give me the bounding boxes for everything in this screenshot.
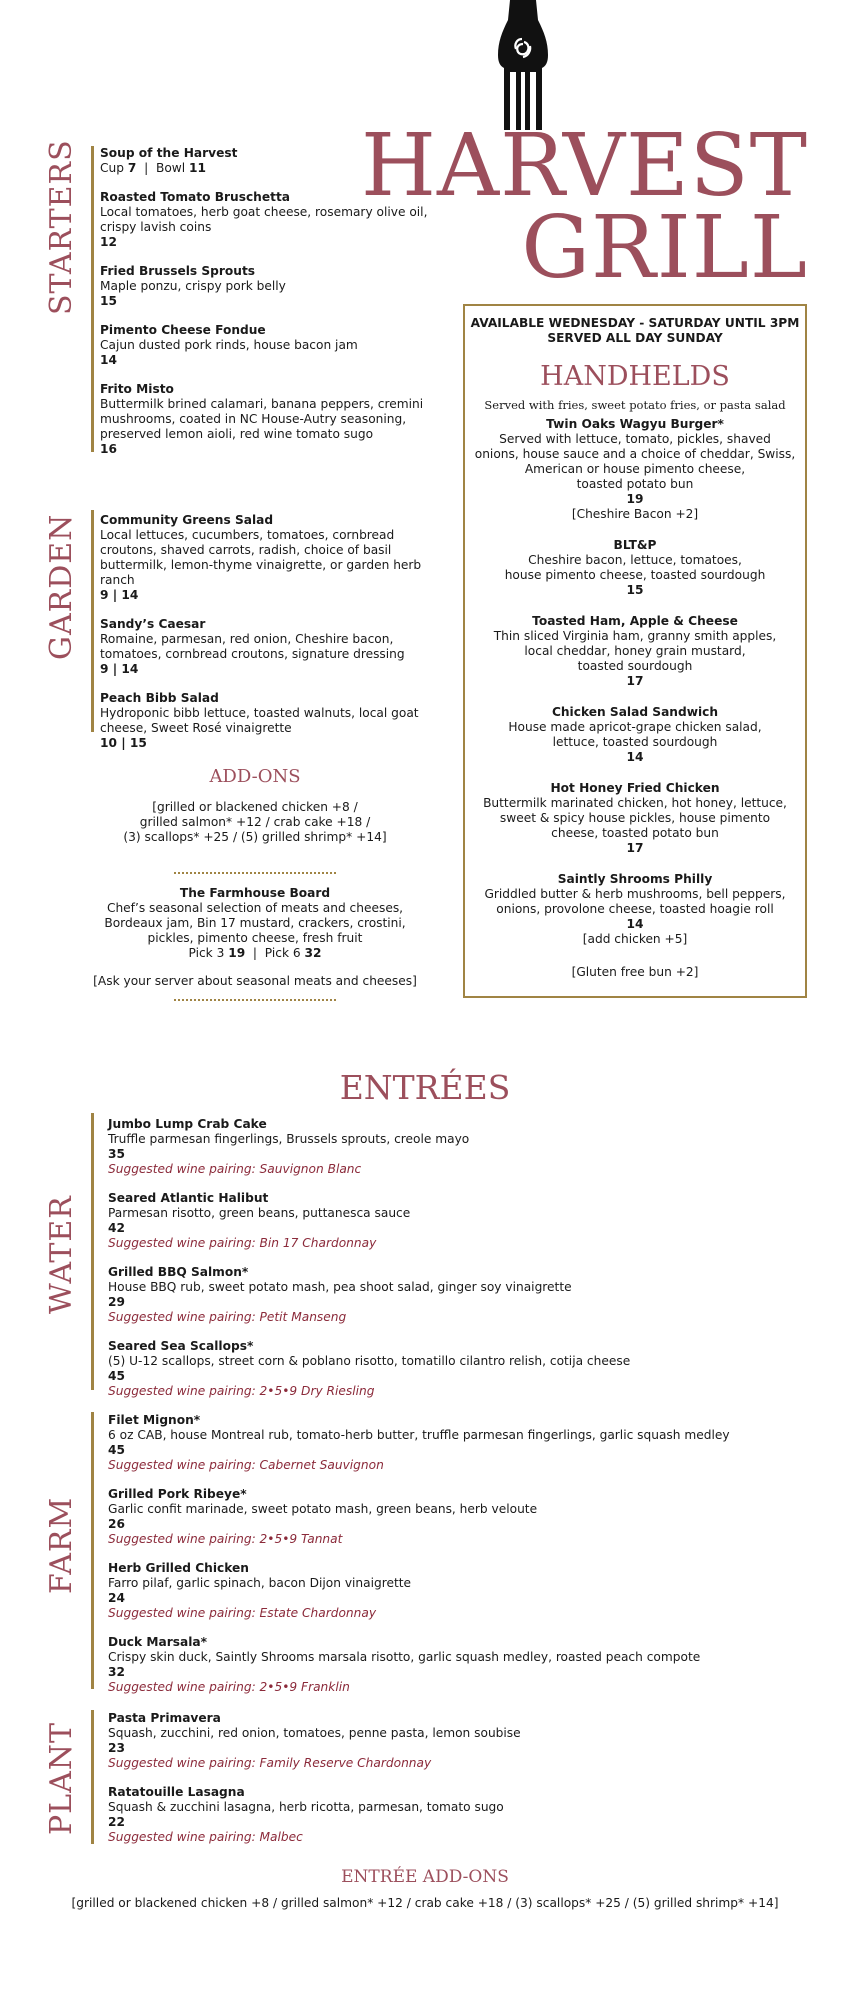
water-divider (91, 1113, 94, 1390)
wine-pairing: Suggested wine pairing: Family Reserve Chardonnay (108, 1756, 432, 1770)
item-desc: sweet & spicy house pickles, house pimento (499, 811, 771, 825)
wine-pairing: Suggested wine pairing: Petit Manseng (108, 1310, 347, 1324)
item-desc: toasted potato bun (576, 477, 694, 491)
garden-item (100, 513, 450, 603)
item-name: Hot Honey Fried Chicken (550, 781, 720, 795)
item-extra: [add chicken +5] (582, 932, 688, 946)
item-price: 15 (626, 583, 644, 597)
item-price: 12 (100, 235, 117, 249)
entree-addons-heading: ENTRÉE ADD-ONS (341, 1867, 509, 1887)
wine-pairing: Suggested wine pairing: Cabernet Sauvignon (108, 1458, 384, 1472)
item-name: Grilled BBQ Salmon* (108, 1265, 249, 1279)
starter-item (100, 382, 445, 457)
item-price: 17 (626, 841, 644, 855)
item-name: Duck Marsala* (108, 1635, 207, 1649)
item-name: Roasted Tomato Bruschetta (100, 190, 290, 204)
addons-line: (3) scallops* +25 / (5) grilled shrimp* +14] (123, 830, 387, 844)
item-price: 35 (108, 1147, 125, 1161)
farmhouse-note: [Ask your server about seasonal meats and cheeses] (93, 974, 417, 988)
item-price: 17 (626, 674, 644, 688)
handhelds-subtitle: Served with fries, sweet potato fries, or pasta salad (484, 398, 786, 412)
brand-title-line1: HARVEST (361, 116, 808, 216)
entree-item (108, 1265, 808, 1325)
item-price: 19 (626, 492, 644, 506)
starters-divider (91, 146, 94, 452)
wine-pairing: Suggested wine pairing: Malbec (108, 1830, 303, 1844)
farmhouse-name: The Farmhouse Board (179, 886, 331, 900)
item-desc: House made apricot-grape chicken salad, (508, 720, 762, 734)
item-desc: cheese, toasted potato bun (551, 826, 719, 840)
item-price: 22 (108, 1815, 125, 1829)
wine-pairing: Suggested wine pairing: Bin 17 Chardonnay (108, 1236, 377, 1250)
item-desc: 6 oz CAB, house Montreal rub, tomato-herb butter, truffle parmesan fingerlings, garlic squash medley (108, 1428, 730, 1442)
item-name: Seared Atlantic Halibut (108, 1191, 269, 1205)
item-name: Jumbo Lump Crab Cake (108, 1117, 267, 1131)
farm-divider (91, 1412, 94, 1689)
entree-item (108, 1413, 808, 1473)
item-desc: Buttermilk marinated chicken, hot honey, lettuce, (483, 796, 787, 810)
entree-item (108, 1117, 808, 1177)
item-desc: Griddled butter & herb mushrooms, bell peppers, (484, 887, 786, 901)
farm-heading: FARM (44, 1496, 79, 1594)
item-name: Grilled Pork Ribeye* (108, 1487, 247, 1501)
item-name: Seared Sea Scallops* (108, 1339, 254, 1353)
item-price: 10 | 15 (100, 736, 147, 750)
item-desc: House BBQ rub, sweet potato mash, pea shoot salad, ginger soy vinaigrette (108, 1280, 572, 1294)
brand-title-line2: GRILL (521, 198, 808, 298)
handhelds-box (463, 304, 807, 998)
fork-logo-icon (492, 0, 554, 132)
item-desc: local cheddar, honey grain mustard, (524, 644, 746, 658)
item-price: 14 (100, 353, 117, 367)
availability-line: SERVED ALL DAY SUNDAY (547, 331, 723, 345)
item-name: Pasta Primavera (108, 1711, 221, 1725)
wine-pairing: Suggested wine pairing: Sauvignon Blanc (108, 1162, 362, 1176)
item-price: 45 (108, 1369, 125, 1383)
starter-item (100, 264, 445, 309)
entree-item (108, 1711, 808, 1771)
item-name: Pimento Cheese Fondue (100, 323, 266, 337)
item-desc: (5) U-12 scallops, street corn & poblano risotto, tomatillo cilantro relish, cotija cheese (108, 1354, 631, 1368)
plant-heading: PLANT (44, 1721, 79, 1835)
entree-item (108, 1339, 808, 1399)
garden-heading: GARDEN (44, 513, 79, 660)
item-name: Frito Misto (100, 382, 174, 396)
handheld-item (465, 781, 805, 856)
garden-list (100, 513, 450, 765)
item-price: 45 (108, 1443, 125, 1457)
water-heading: WATER (44, 1195, 79, 1315)
handheld-item (465, 417, 805, 522)
addons-line: grilled salmon* +12 / crab cake +18 / (139, 815, 371, 829)
entrees-heading: ENTRÉES (339, 1068, 511, 1107)
item-name: Soup of the Harvest (100, 146, 238, 160)
garden-divider (91, 510, 94, 732)
entree-item (108, 1635, 808, 1695)
item-desc: Thin sliced Virginia ham, granny smith apples, (493, 629, 777, 643)
item-name: Sandy’s Caesar (100, 617, 206, 631)
item-desc: house pimento cheese, toasted sourdough (504, 568, 766, 582)
wine-pairing: Suggested wine pairing: 2•5•9 Dry Riesling (108, 1384, 375, 1398)
addons-line: [grilled or blackened chicken +8 / (152, 800, 358, 814)
entree-addons-section (0, 1866, 850, 1911)
handhelds-heading: HANDHELDS (540, 361, 730, 392)
entree-item (108, 1785, 808, 1845)
starter-item (100, 190, 445, 250)
item-price: 9 | 14 (100, 662, 139, 676)
item-desc: Served with lettuce, tomato, pickles, shaved (499, 432, 771, 446)
entree-item (108, 1191, 808, 1251)
handheld-item (465, 872, 805, 947)
item-price: 14 (626, 750, 644, 764)
item-price: 24 (108, 1591, 125, 1605)
item-price: 16 (100, 442, 117, 456)
item-desc: Buttermilk brined calamari, banana peppers, cremini mushrooms, coated in NC House-Autry seasoning, preserved lemon aioli, red wine tomato sugo (100, 397, 424, 441)
item-name: Filet Mignon* (108, 1413, 201, 1427)
farmhouse-desc: Chef’s seasonal selection of meats and cheeses, (106, 901, 404, 915)
item-desc: Hydroponic bibb lettuce, toasted walnuts, local goat cheese, Sweet Rosé vinaigrette (100, 706, 419, 735)
starter-item (100, 323, 445, 368)
starters-heading: STARTERS (44, 139, 79, 315)
item-extra: [Cheshire Bacon +2] (571, 507, 699, 521)
item-desc: Local lettuces, cucumbers, tomatoes, cornbread croutons, shaved carrots, radish, choice of basil buttermilk, lemon-thyme vinaigrette, or garden herb ranch (100, 528, 422, 587)
addons-heading: ADD-ONS (209, 766, 301, 787)
item-price: 26 (108, 1517, 125, 1531)
handheld-item (465, 705, 805, 765)
item-desc: Cheshire bacon, lettuce, tomatoes, (528, 553, 742, 567)
item-desc: Local tomatoes, herb goat cheese, rosemary olive oil, crispy lavish coins (100, 205, 428, 234)
item-desc: Squash, zucchini, red onion, tomatoes, penne pasta, lemon soubise (108, 1726, 521, 1740)
wine-pairing: Suggested wine pairing: 2•5•9 Franklin (108, 1680, 350, 1694)
item-price-line: Cup 7 | Bowl 11 (100, 161, 206, 175)
item-price: 32 (108, 1665, 125, 1679)
item-desc: American or house pimento cheese, (524, 462, 746, 476)
item-desc: Truffle parmesan fingerlings, Brussels sprouts, creole mayo (108, 1132, 470, 1146)
item-desc: Maple ponzu, crispy pork belly (100, 279, 286, 293)
plant-divider (91, 1710, 94, 1844)
item-price: 9 | 14 (100, 588, 139, 602)
divider-dotted (174, 999, 336, 1001)
farmhouse-desc: pickles, pimento cheese, fresh fruit (147, 931, 363, 945)
item-name: Fried Brussels Sprouts (100, 264, 256, 278)
item-price: 23 (108, 1741, 125, 1755)
item-desc: Romaine, parmesan, red onion, Cheshire bacon, tomatoes, cornbread croutons, signature dressing (100, 632, 405, 661)
farmhouse-desc: Bordeaux jam, Bin 17 mustard, crackers, crostini, (104, 916, 406, 930)
item-desc: Parmesan risotto, green beans, puttanesca sauce (108, 1206, 411, 1220)
item-name: Chicken Salad Sandwich (551, 705, 719, 719)
item-desc: Cajun dusted pork rinds, house bacon jam (100, 338, 358, 352)
item-name: Ratatouille Lasagna (108, 1785, 245, 1799)
plant-list (108, 1711, 808, 1859)
availability-line: AVAILABLE WEDNESDAY - SATURDAY UNTIL 3PM (470, 316, 800, 330)
item-desc: Farro pilaf, garlic spinach, bacon Dijon vinaigrette (108, 1576, 412, 1590)
wine-pairing: Suggested wine pairing: Estate Chardonnay (108, 1606, 377, 1620)
item-desc: onions, house sauce and a choice of cheddar, Swiss, (474, 447, 796, 461)
garden-item (100, 691, 450, 751)
handheld-item (465, 614, 805, 689)
item-name: Saintly Shrooms Philly (557, 872, 713, 886)
garden-item (100, 617, 450, 677)
item-desc: Crispy skin duck, Saintly Shrooms marsala risotto, garlic squash medley, roasted peach compote (108, 1650, 701, 1664)
item-desc: toasted sourdough (577, 659, 693, 673)
handheld-item (465, 538, 805, 598)
farmhouse-pick: Pick 3 19 | Pick 6 32 (188, 946, 322, 960)
item-desc: Garlic confit marinade, sweet potato mash, green beans, herb veloute (108, 1502, 538, 1516)
item-desc: onions, provolone cheese, toasted hoagie roll (496, 902, 774, 916)
item-name: Community Greens Salad (100, 513, 274, 527)
item-price: 29 (108, 1295, 125, 1309)
item-desc: Squash & zucchini lasagna, herb ricotta, parmesan, tomato sugo (108, 1800, 504, 1814)
wine-pairing: Suggested wine pairing: 2•5•9 Tannat (108, 1532, 343, 1546)
entree-addons-line: [grilled or blackened chicken +8 / grilled salmon* +12 / crab cake +18 / (3) scallops* +25 / (5) grilled shrimp* +14] (71, 1896, 779, 1910)
item-name: Peach Bibb Salad (100, 691, 219, 705)
item-price: 42 (108, 1221, 125, 1235)
item-price: 15 (100, 294, 117, 308)
starter-item (100, 146, 445, 176)
starters-list (100, 146, 445, 471)
divider-dotted (174, 872, 336, 874)
farmhouse-section (85, 872, 425, 1001)
entree-item (108, 1487, 808, 1547)
handhelds-footer: [Gluten free bun +2] (571, 965, 699, 979)
item-name: Herb Grilled Chicken (108, 1561, 249, 1575)
farm-list (108, 1413, 808, 1709)
addons-section (110, 766, 400, 845)
item-name: Twin Oaks Wagyu Burger* (546, 417, 724, 431)
item-price: 14 (626, 917, 644, 931)
item-name: Toasted Ham, Apple & Cheese (532, 614, 738, 628)
water-list (108, 1117, 808, 1413)
item-desc: lettuce, toasted sourdough (552, 735, 718, 749)
entree-item (108, 1561, 808, 1621)
item-name: BLT&P (613, 538, 657, 552)
